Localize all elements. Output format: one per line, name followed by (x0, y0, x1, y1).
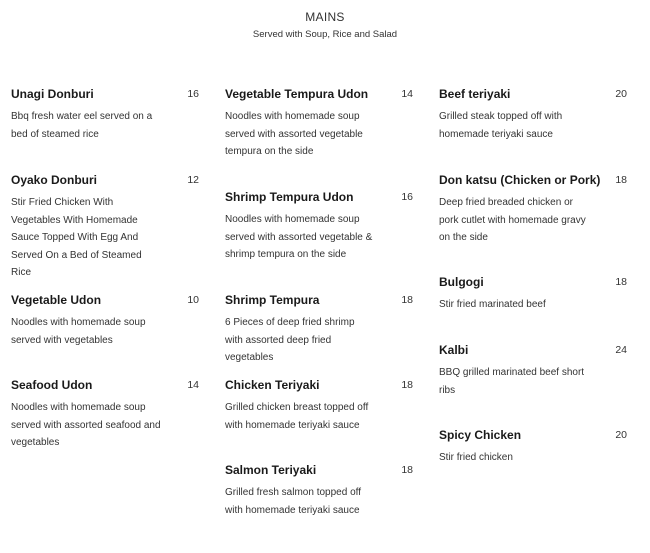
item-price: 18 (615, 174, 627, 186)
item-name: Spicy Chicken (439, 428, 522, 442)
item-name: Beef teriyaki (439, 87, 511, 101)
menu-item (11, 377, 201, 452)
menu-item (439, 342, 629, 399)
menu-item (439, 427, 629, 467)
item-description: Grilled steak topped off with homemade teriyaki sauce (439, 111, 563, 140)
item-description: Noodles with homemade soup served with assorted vegetable tempura on the side (225, 111, 363, 157)
item-price: 24 (615, 344, 627, 356)
item-name: Vegetable Tempura Udon (225, 87, 369, 101)
item-name: Chicken Teriyaki (225, 378, 320, 392)
item-price: 18 (401, 379, 413, 391)
item-description: 6 Pieces of deep fried shrimp with assorted deep fried vegetables (225, 317, 355, 363)
item-price: 16 (401, 191, 413, 203)
item-description: Stir fried marinated beef (439, 299, 546, 310)
item-description: Noodles with homemade soup served with vegetables (11, 317, 146, 346)
item-description: Stir Fried Chicken With Vegetables With Homemade Sauce Topped With Egg And Served On a Bed of Steamed Rice (11, 197, 142, 278)
menu-item (11, 172, 201, 282)
menu-item (439, 274, 629, 314)
item-name: Vegetable Udon (11, 293, 102, 307)
item-name: Kalbi (439, 343, 469, 357)
menu-item (11, 86, 201, 143)
item-price: 20 (615, 429, 627, 441)
item-price: 14 (401, 88, 413, 100)
item-name: Salmon Teriyaki (225, 463, 317, 477)
menu-item (439, 172, 629, 247)
menu-item (225, 86, 415, 161)
item-price: 18 (615, 276, 627, 288)
section-subtitle: Served with Soup, Rice and Salad (252, 29, 398, 40)
item-price: 16 (187, 88, 199, 100)
menu-item (225, 462, 415, 519)
menu-item (11, 292, 201, 349)
item-description: Stir fried chicken (439, 452, 513, 463)
item-name: Oyako Donburi (11, 173, 98, 187)
item-name: Seafood Udon (11, 378, 93, 392)
menu-item (439, 86, 629, 143)
item-description: Noodles with homemade soup served with assorted vegetable & shrimp tempura on the side (225, 214, 373, 260)
item-price: 12 (187, 174, 199, 186)
item-name: Bulgogi (439, 275, 484, 289)
item-price: 14 (187, 379, 199, 391)
section-title: MAINS (305, 10, 345, 24)
item-price: 18 (401, 294, 413, 306)
item-description: BBQ grilled marinated beef short ribs (439, 367, 585, 396)
item-description: Bbq fresh water eel served on a bed of steamed rice (11, 111, 153, 140)
menu-item (225, 377, 415, 434)
item-price: 10 (187, 294, 199, 306)
item-description: Grilled chicken breast topped off with homemade teriyaki sauce (225, 402, 369, 431)
item-price: 20 (615, 88, 627, 100)
item-name: Shrimp Tempura (225, 293, 320, 307)
menu-header (0, 10, 650, 40)
item-name: Don katsu (Chicken or Pork) (439, 173, 601, 187)
menu-item (225, 292, 415, 367)
item-name: Unagi Donburi (11, 87, 94, 101)
item-description: Deep fried breaded chicken or pork cutlet with homemade gravy on the side (439, 197, 586, 243)
item-price: 18 (401, 464, 413, 476)
item-description: Grilled fresh salmon topped off with homemade teriyaki sauce (225, 487, 362, 516)
item-name: Shrimp Tempura Udon (225, 190, 354, 204)
item-description: Noodles with homemade soup served with assorted seafood and vegetables (11, 402, 161, 448)
menu-item (225, 189, 415, 264)
